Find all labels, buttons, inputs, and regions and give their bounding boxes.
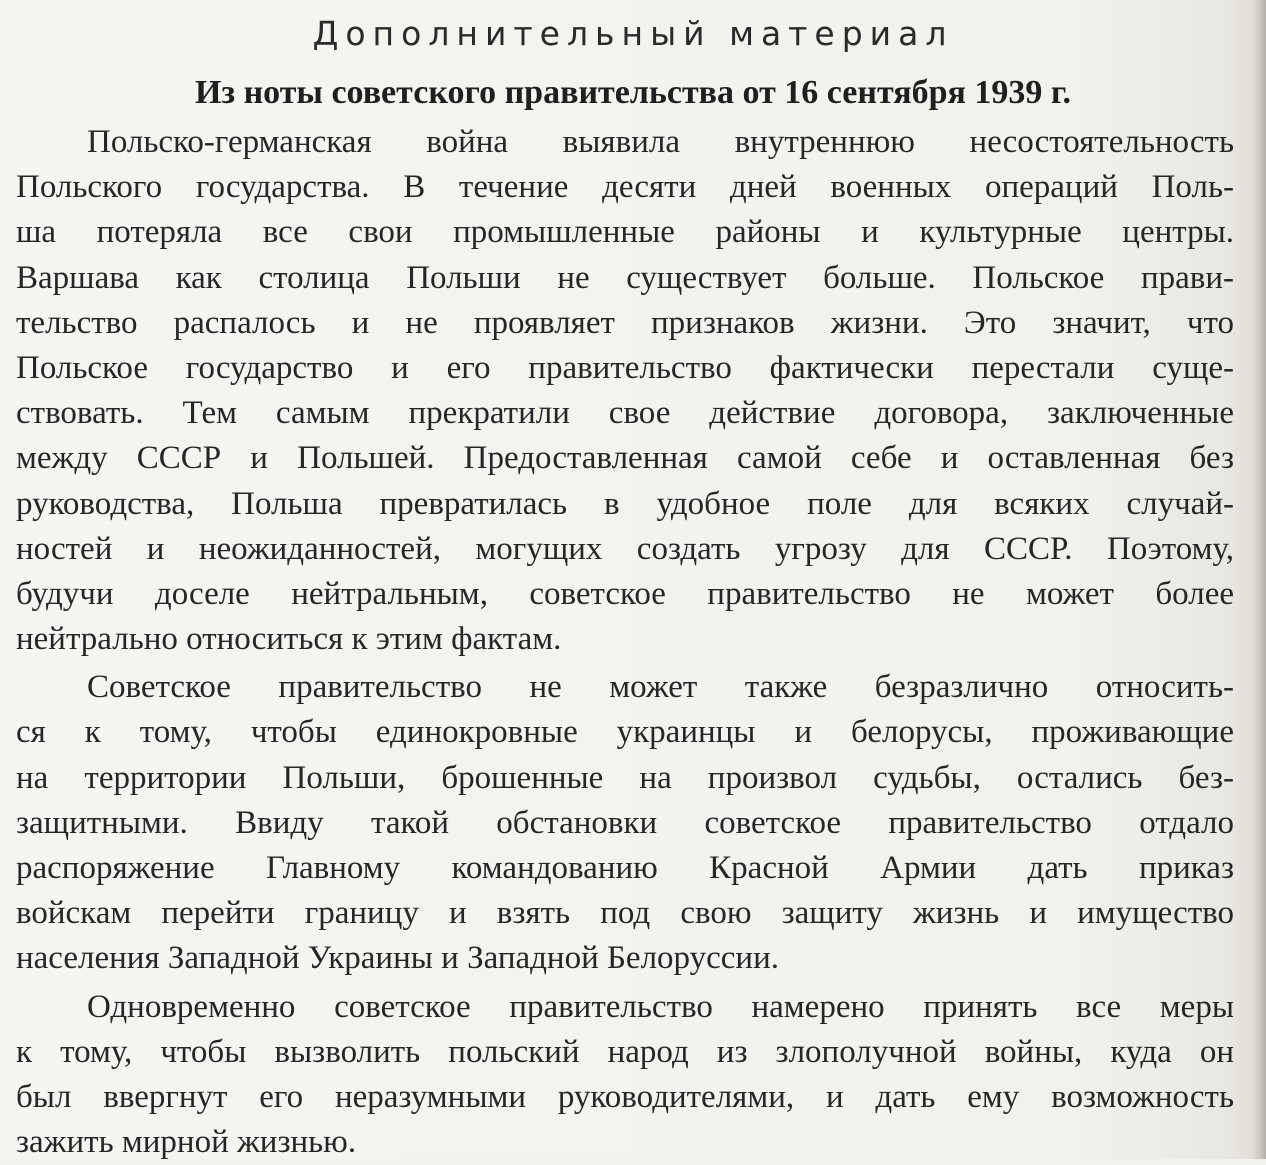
document-title: Из ноты советского правительства от 16 сентября 1939 г. [194, 74, 1072, 111]
page-edge-shadow [1252, 0, 1266, 1159]
text-line: руководства, Польша превратилась в удобное поле для всяких случай- [16, 485, 1234, 522]
text-line: населения Западной Украины и Западной Белоруссии. [16, 940, 779, 977]
text-line: к тому, чтобы вызволить польский народ из злополучной войны, куда он [16, 1033, 1234, 1070]
text-line: Польско-германская война выявила внутреннюю несостоятельность [87, 124, 1234, 160]
text-line: Польское государство и его правительство фактически перестали суще- [16, 349, 1234, 386]
text-line: ся к тому, чтобы единокровные украинцы и белорусы, проживающие [16, 714, 1234, 751]
text-line: на территории Польши, брошенные на произвол судьбы, остались без- [16, 759, 1234, 796]
text-line: ша потеряла все свои промышленные районы и культурные центры. [16, 214, 1234, 251]
text-line: Одновременно советское правительство намерено принять все меры [87, 988, 1234, 1025]
text-line: ствовать. Тем самым прекратили свое действие договора, заключенные [16, 395, 1234, 432]
text-line: между СССР и Польшей. Предоставленная самой себе и оставленная без [16, 440, 1234, 477]
text-line: распоряжение Главному командованию Красной Армии дать приказ [16, 850, 1234, 886]
text-line: тельство распалось и не проявляет признаков жизни. Это значит, что [16, 304, 1234, 341]
text-line: ностей и неожиданностей, могущих создать угрозу для СССР. Поэтому, [16, 530, 1234, 567]
text-line: зажить мирной жизнью. [16, 1124, 357, 1161]
document-body [16, 120, 1234, 1165]
text-line: нейтрально относиться к этим фактам. [16, 621, 562, 658]
text-line: войскам перейти границу и взять под свою защиту жизнь и имущество [16, 895, 1234, 932]
text-line: Варшава как столица Польши не существует больше. Польское прави- [16, 259, 1234, 296]
text-line: будучи доселе нейтральным, советское правительство не может более [16, 575, 1234, 612]
text-line: защитными. Ввиду такой обстановки советское правительство отдало [16, 804, 1234, 841]
paragraph-1 [16, 120, 1234, 662]
text-line: был ввергнут его неразумными руководителями, и дать ему возможность [16, 1078, 1234, 1115]
paragraph-3 [16, 985, 1234, 1165]
text-line: Польского государства. В течение десяти дней военных операций Поль- [16, 169, 1234, 206]
paragraph-2 [16, 665, 1234, 981]
section-header: Дополнительный материал [312, 14, 954, 53]
text-line: Советское правительство не может также безразлично относить- [87, 669, 1234, 706]
